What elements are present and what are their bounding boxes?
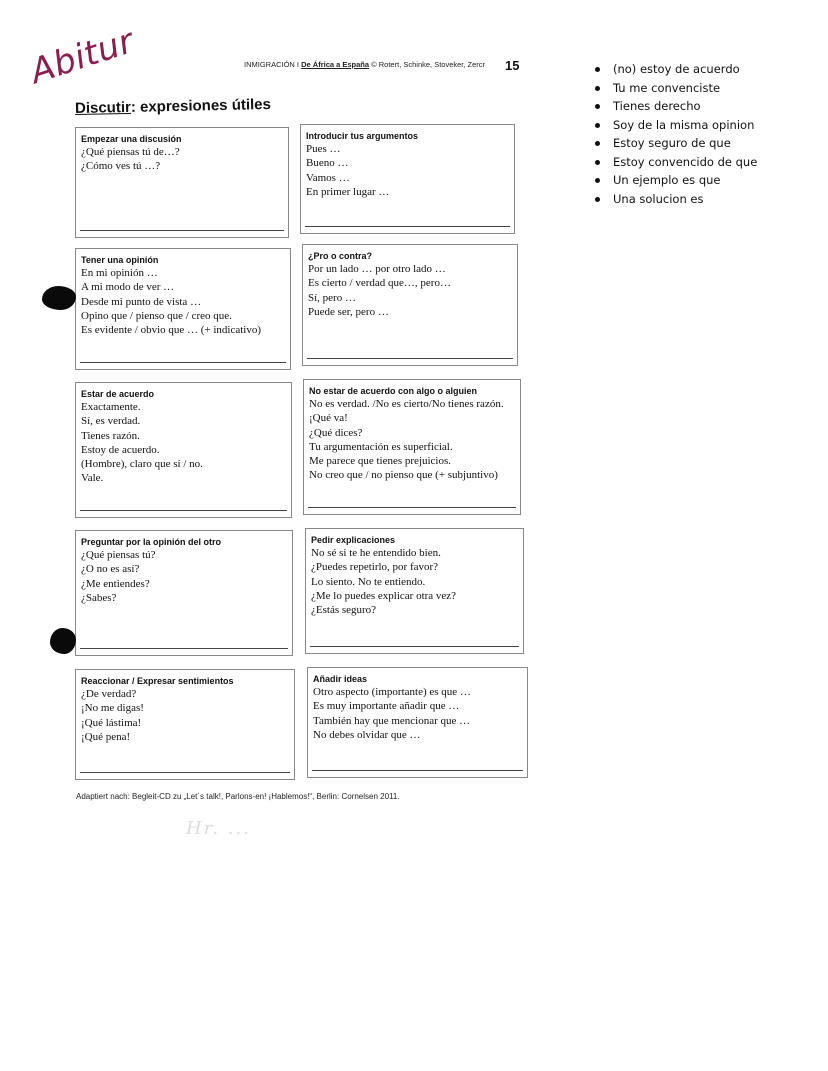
phrase: ¡Qué pena! [81,730,131,743]
bullet-icon [595,197,600,202]
phrase: ¡Qué lástima! [81,716,142,729]
phrase: En primer lugar … [306,185,390,198]
phrase-bullet-list [595,60,757,208]
running-header [244,60,485,69]
box-empezar-discusion [75,127,289,238]
phrase: Me parece que tienes prejuicios. [309,455,452,468]
phrase: Vale. [81,472,104,485]
phrase: También hay que mencionar que … [313,714,471,727]
ink-blot [50,628,76,654]
phrase: A mi modo de ver … [81,281,175,294]
phrase: ¿Sabes? [81,591,117,604]
phrase: ¿Cómo ves tú …? [81,160,161,173]
phrase: Estoy de acuerdo. [81,443,160,456]
box-estar-de-acuerdo [75,382,292,518]
bullet-icon [595,160,600,165]
phrase: ¡No me digas! [81,702,144,715]
list-item: Un ejemplo es que [595,171,757,190]
abitur-logo: Abitur [25,21,139,92]
box-title: Tener una opinión [81,255,159,265]
phrase: Tienes razón. [81,429,140,442]
box-title: Reaccionar / Expresar sentimientos [81,676,234,686]
box-title: Empezar una discusión [81,134,182,144]
phrase: Sí, pero … [308,291,356,304]
ink-blot [42,286,76,310]
title-rest: : expresiones útiles [130,95,272,116]
page-title [75,96,271,117]
box-pedir-explicaciones [305,528,524,654]
bullet-icon [595,104,600,109]
phrase: Desde mi punto de vista … [81,295,202,308]
phrase: Es cierto / verdad que…, pero… [308,277,451,290]
phrase: Tu argumentación es superficial. [309,440,453,453]
list-item: Tu me convenciste [595,79,757,98]
phrase: ¿Puedes repetirlo, por favor? [311,561,439,574]
phrase: En mi opinión … [81,267,158,279]
phrase: ¿Qué dices? [309,426,363,439]
phrase: ¿O no es así? [81,563,140,576]
phrase: Exactamente. [81,401,141,413]
phrase: (Hombre), claro que sí / no. [81,458,203,471]
list-item: Una solucion es [595,190,757,209]
phrase: Por un lado … por otro lado … [308,263,446,275]
phrase: Es muy importante añadir que … [313,700,460,713]
phrase: Opino que / pienso que / creo que. [81,309,232,322]
box-title: ¿Pro o contra? [308,251,373,261]
book-title: De África a España [301,60,370,69]
phrase: ¿Qué piensas tú? [81,549,156,561]
box-introducir-argumentos [300,124,515,234]
box-title: Añadir ideas [313,674,368,684]
box-no-estar-de-acuerdo [303,379,521,515]
phrase: No debes olvidar que … [313,728,421,741]
phrase: Lo siento. No te entiendo. [311,575,426,588]
phrase: Puede ser, pero … [308,305,389,318]
page-number: 15 [505,58,520,73]
authors: © Rotert, Schinke, Stoveker, Zercr [371,60,486,69]
phrase: ¿Me lo puedes explicar otra vez? [311,589,457,602]
bullet-icon [595,178,600,183]
bullet-icon [595,141,600,146]
phrase: ¿Estás seguro? [311,604,377,617]
list-item: (no) estoy de acuerdo [595,60,757,79]
phrase: ¿Me entiendes? [81,577,150,590]
list-item: Estoy convencido de que [595,153,757,172]
phrase: ¿Qué piensas tú de…? [81,146,180,158]
source-note: Adaptiert nach: Begleit-CD zu „Let´s talk!, Parlons-en! ¡Hablemos!“, Berlin: Cornelsen 2011. [76,792,400,801]
bullet-icon [595,123,600,128]
phrase: Sí, es verdad. [81,415,141,428]
box-title: Pedir explicaciones [311,535,396,545]
box-pro-o-contra [302,244,518,366]
phrase: ¿De verdad? [81,688,137,700]
bullet-icon [595,67,600,72]
bullet-icon [595,86,600,91]
list-item: Tienes derecho [595,97,757,116]
box-anadir-ideas [307,667,528,778]
phrase: Otro aspecto (importante) es que … [313,686,471,698]
box-tener-opinion [75,248,291,370]
box-preguntar-opinion [75,530,293,656]
phrase: No sé si te he entendido bien. [311,547,441,559]
box-title: Estar de acuerdo [81,389,155,399]
box-title: No estar de acuerdo con algo o alguien [309,386,478,396]
phrase: Pues … [306,143,341,155]
box-title: Introducir tus argumentos [306,131,419,141]
title-underlined: Discutir [74,98,132,118]
phrase: Vamos … [306,171,350,184]
phrase: ¡Qué va! [309,412,348,425]
box-reaccionar [75,669,295,780]
handwritten-note: Hr. ... [186,818,251,839]
phrase: No es verdad. /No es cierto/No tienes razón. [309,398,504,410]
phrase: Bueno … [306,157,349,170]
list-item: Soy de la misma opinion [595,116,757,135]
chapter-label: INMIGRACIÓN I [244,60,300,69]
phrase: No creo que / no pienso que (+ subjuntivo) [309,469,498,482]
list-item: Estoy seguro de que [595,134,757,153]
phrase: Es evidente / obvio que … (+ indicativo) [81,324,262,337]
box-title: Preguntar por la opinión del otro [81,537,222,547]
